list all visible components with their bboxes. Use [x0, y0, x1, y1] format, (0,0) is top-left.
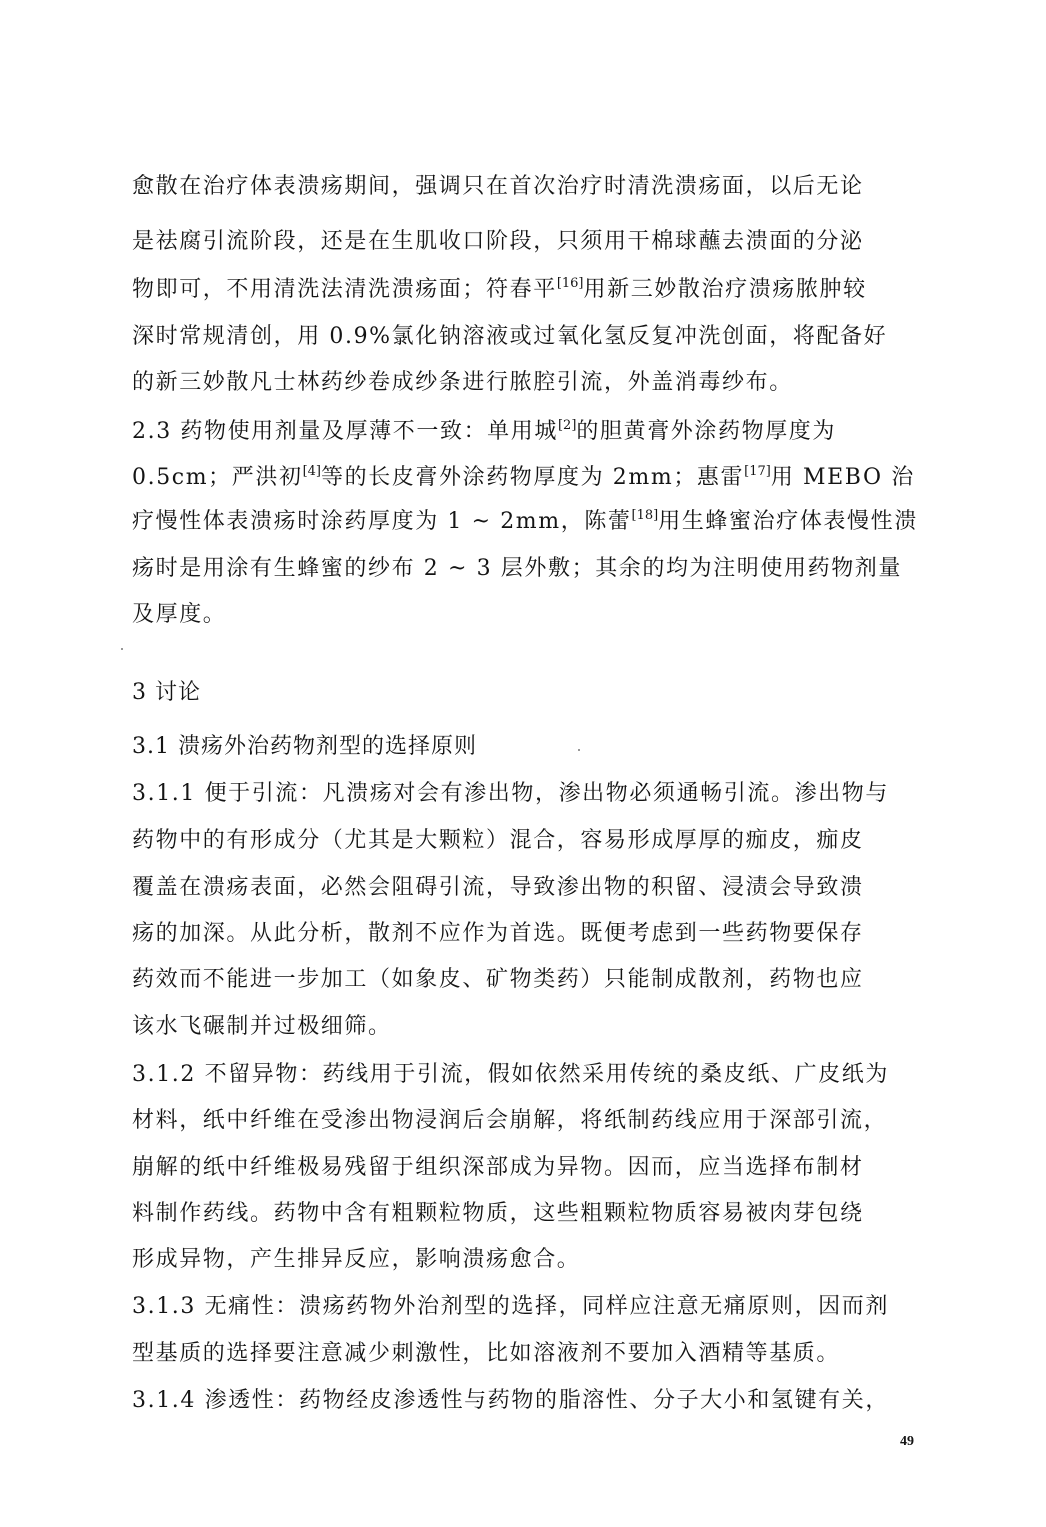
text-line — [132, 779, 889, 809]
text-line — [132, 507, 918, 537]
text-line — [132, 172, 864, 202]
text-segment: 药效而不能进一步加工（如象皮、矿物类药）只能制成散剂，药物也应 — [132, 967, 864, 992]
citation-ref: [16] — [556, 276, 584, 291]
text-line — [132, 1012, 392, 1042]
text-segment: 疡的加深。从此分析，散剂不应作为首选。既便考虑到一些药物要保存 — [132, 921, 864, 946]
text-segment: 的新三妙散凡士林药纱卷成纱条进行脓腔引流，外盖消毒纱布。 — [132, 370, 793, 395]
text-line — [132, 554, 902, 584]
text-segment: 覆盖在溃疡表面，必然会阻碍引流，导致渗出物的积留、浸渍会导致溃 — [132, 875, 864, 900]
text-line — [132, 417, 836, 447]
text-line — [132, 600, 226, 630]
text-segment: 材料，纸中纤维在受渗出物浸润后会崩解，将纸制药线应用于深部引流， — [132, 1108, 888, 1133]
text-segment: 0.5cm；严洪初 — [132, 465, 303, 490]
text-line — [132, 1339, 840, 1369]
text-segment: 疗慢性体表溃疡时涂药厚度为 1 ~ 2mm，陈蕾 — [132, 509, 632, 534]
text-line — [132, 1106, 887, 1136]
text-segment: 用新三妙散治疗溃疡脓肿较 — [583, 277, 867, 302]
text-segment: 用生蜂蜜治疗体表慢性溃 — [658, 509, 918, 534]
text-line — [132, 227, 864, 257]
text-segment: 2.3 药物使用剂量及厚薄不一致：单用城 — [132, 419, 558, 444]
text-line — [132, 919, 864, 949]
text-segment: 的胆黄膏外涂药物厚度为 — [576, 419, 837, 444]
text-segment: 料制作药线。药物中含有粗颗粒物质，这些粗颗粒物质容易被肉芽包绕 — [132, 1201, 864, 1226]
text-segment: 该水飞碾制并过极细筛。 — [132, 1014, 392, 1039]
text-segment: 3.1.4 渗透性：药物经皮渗透性与药物的脂溶性、分子大小和氢键有关， — [132, 1388, 889, 1413]
text-line — [132, 965, 864, 995]
text-segment: 愈散在治疗体表溃疡期间，强调只在首次治疗时清洗溃疡面，以后无论 — [132, 174, 864, 199]
text-segment: 3.1.2 不留异物：药线用于引流，假如依然采用传统的桑皮纸、广皮纸为 — [132, 1062, 889, 1087]
text-line — [132, 1153, 864, 1183]
text-segment: 物即可，不用清洗法清洗溃疡面；符春平 — [132, 277, 557, 302]
text-segment: 药物中的有形成分（尤其是大颗粒）混合，容易形成厚厚的痂皮，痂皮 — [132, 828, 864, 853]
text-segment: 崩解的纸中纤维极易残留于组织深部成为异物。因而，应当选择布制材 — [132, 1155, 864, 1180]
text-line — [132, 873, 864, 903]
text-segment: 深时常规清创，用 0.9%氯化钠溶液或过氧化氢反复冲洗创面，将配备好 — [132, 324, 888, 349]
text-segment: 是祛腐引流阶段，还是在生肌收口阶段，只须用干棉球蘸去溃面的分泌 — [132, 229, 864, 254]
text-segment: 形成异物，产生排异反应，影响溃疡愈合。 — [132, 1247, 581, 1272]
scan-speck — [121, 648, 123, 650]
text-line — [132, 1292, 889, 1322]
text-segment: 疡时是用涂有生蜂蜜的纱布 2 ~ 3 层外敷；其余的均为注明使用药物剂量 — [132, 556, 903, 581]
text-line — [132, 1199, 864, 1229]
citation-ref: [4] — [302, 464, 321, 479]
text-line — [132, 1245, 580, 1275]
text-segment: 3.1.1 便于引流：凡溃疡对会有渗出物，渗出物必须通畅引流。渗出物与 — [132, 781, 889, 806]
text-line — [132, 1060, 889, 1090]
text-line — [132, 275, 867, 305]
section-heading — [132, 732, 477, 762]
text-segment: 3 讨论 — [132, 680, 201, 705]
text-segment: 型基质的选择要注意减少刺激性，比如溶液剂不要加入酒精等基质。 — [132, 1341, 841, 1366]
scan-speck — [578, 749, 580, 751]
section-heading — [132, 678, 201, 708]
text-line — [132, 1386, 889, 1416]
page-number: 49 — [900, 1434, 914, 1449]
text-line — [132, 826, 864, 856]
citation-ref: [18] — [631, 508, 659, 523]
text-segment: 用 MEBO 治 — [770, 465, 915, 490]
text-line — [132, 463, 915, 493]
citation-ref: [17] — [744, 464, 771, 479]
text-segment: 及厚度。 — [132, 602, 227, 627]
text-line — [132, 322, 887, 352]
text-line — [132, 368, 793, 398]
citation-ref: [2] — [557, 418, 577, 433]
text-segment: 3.1.3 无痛性：溃疡药物外治剂型的选择，同样应注意无痛原则，因而剂 — [132, 1294, 889, 1319]
text-segment: 3.1 溃疡外治药物剂型的选择原则 — [132, 734, 477, 759]
text-segment: 等的长皮膏外涂药物厚度为 2mm；惠雷 — [321, 465, 745, 490]
